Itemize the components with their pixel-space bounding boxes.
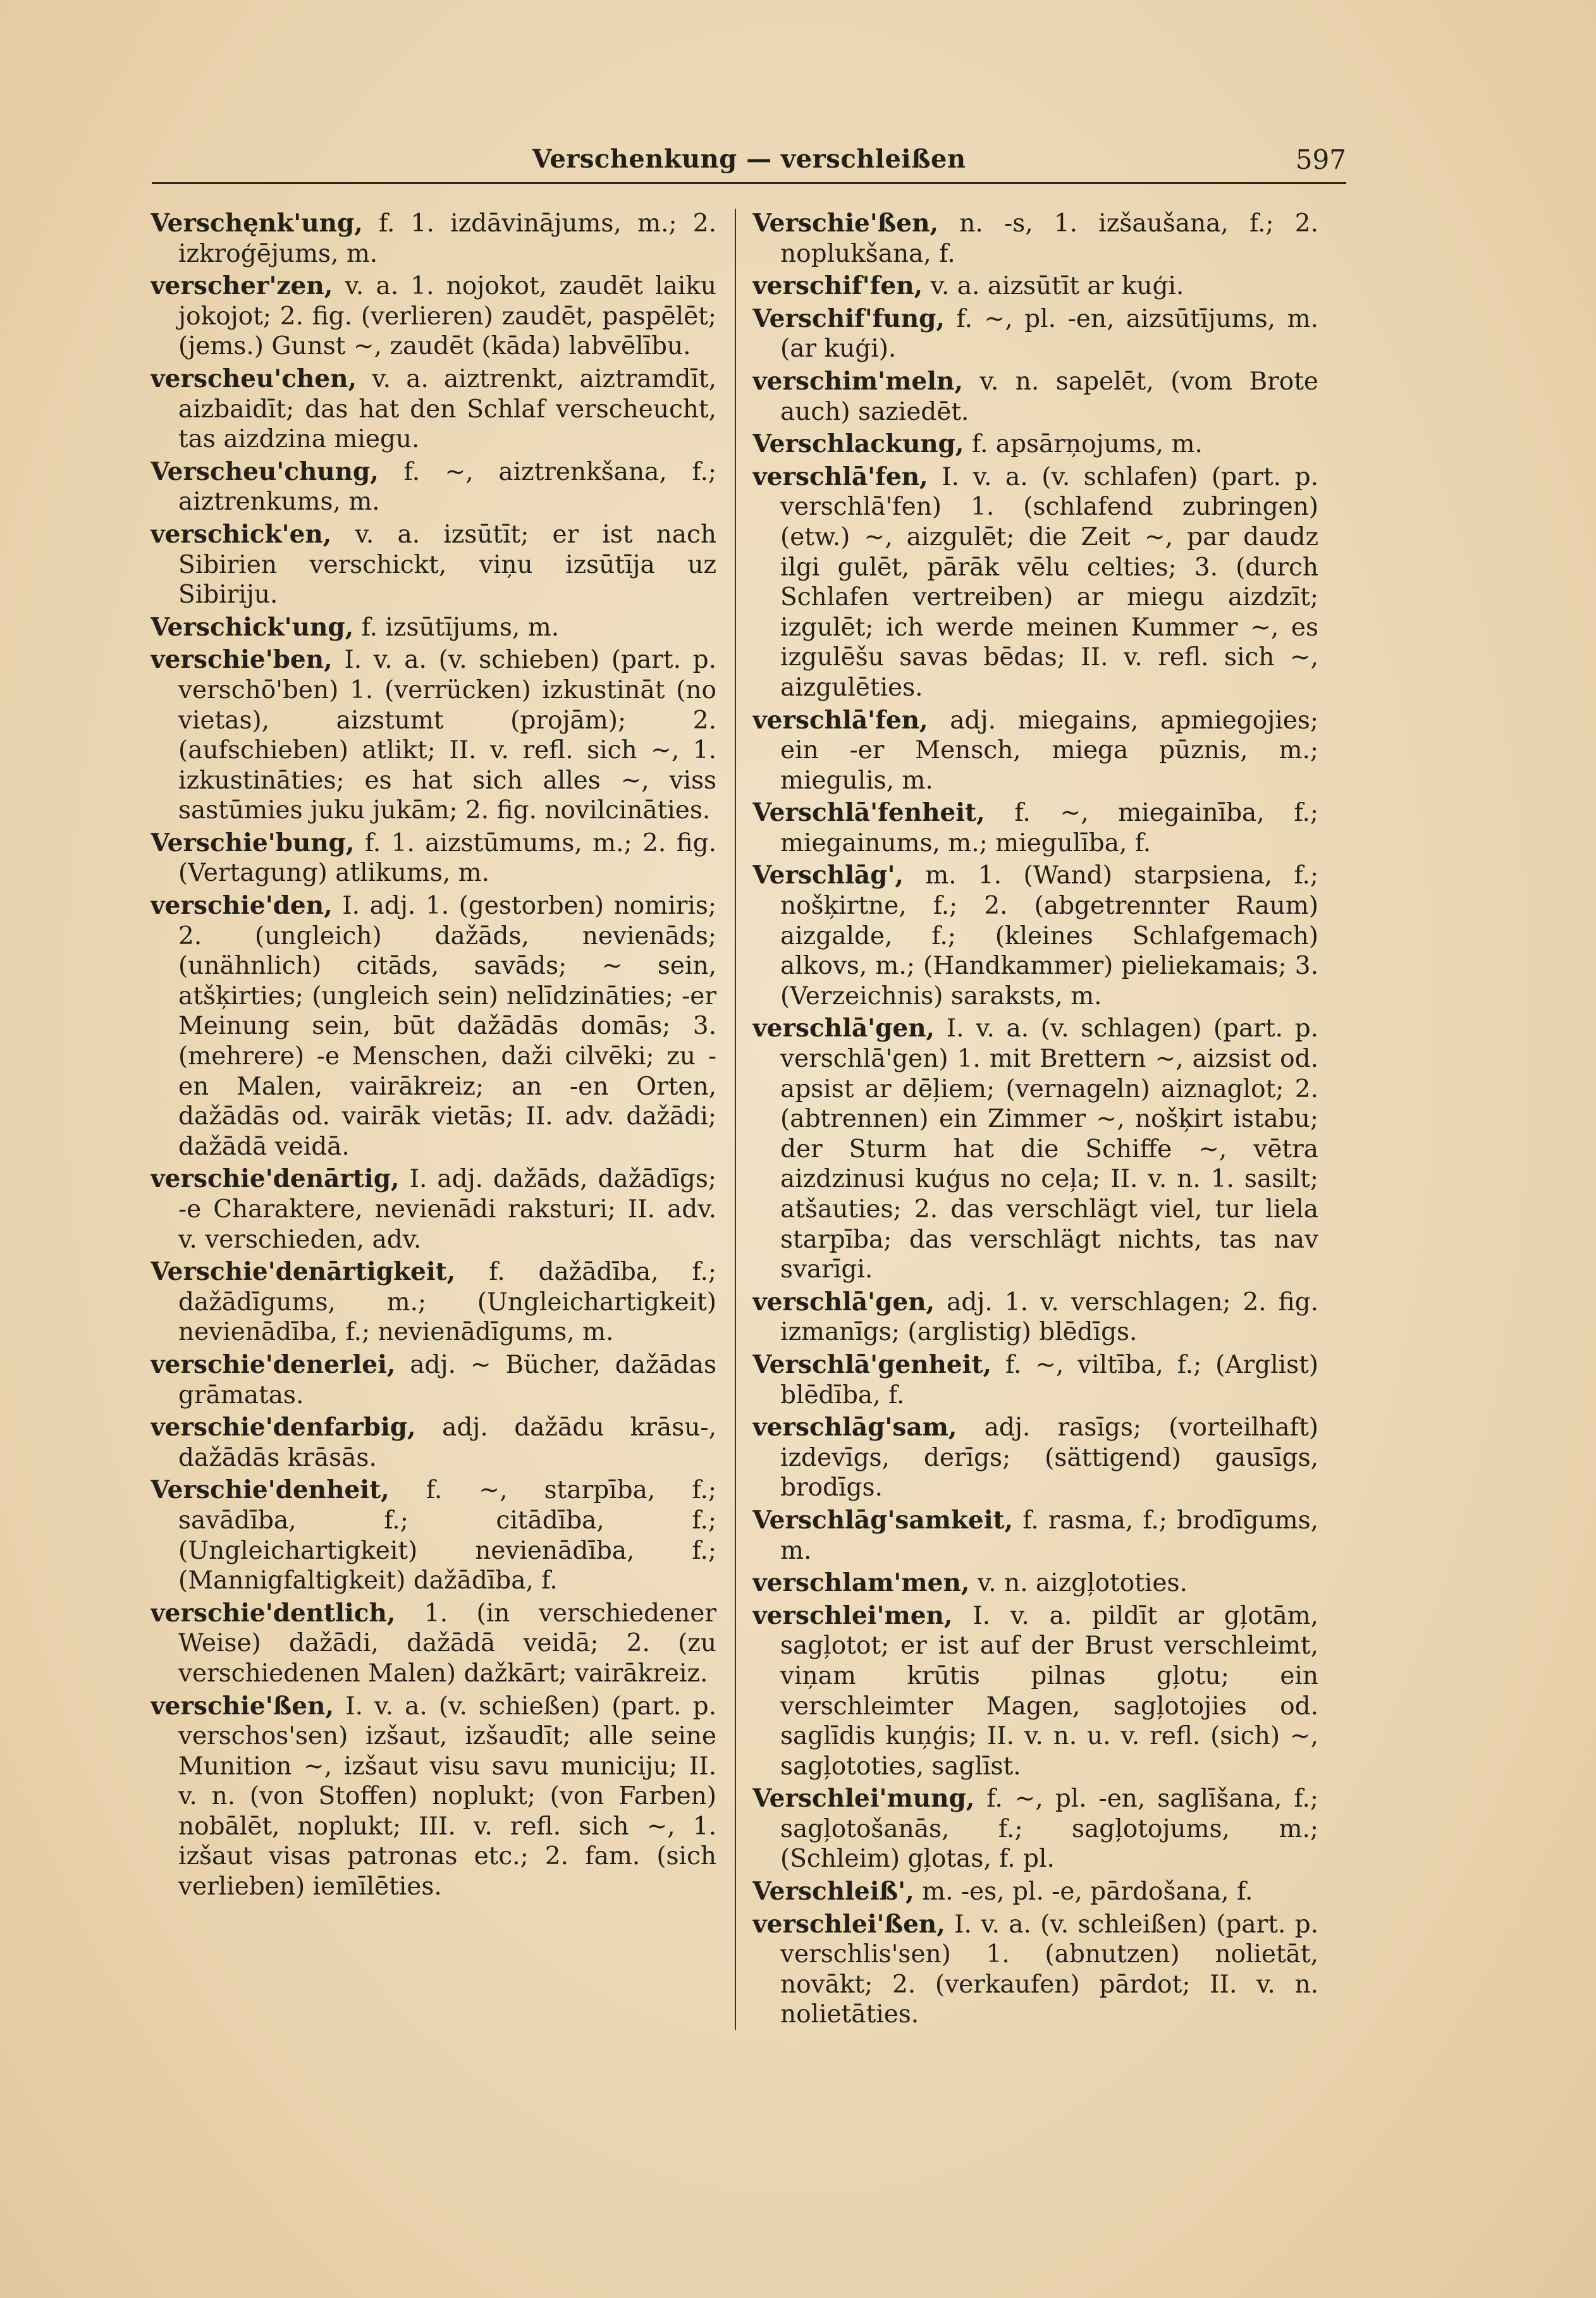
page-number: 597 (1295, 144, 1346, 175)
dictionary-entry (752, 798, 1318, 858)
entry-definition: f. dažādība, f.; dažādīgums, m.; (Ungleichartigkeit) nevienādība, f.; nevienādīgums, m. (178, 1258, 716, 1347)
entry-headword: verschlā'fen, (752, 705, 928, 735)
entry-definition: m. -es, pl. -e, pārdošana, f. (914, 1877, 1253, 1907)
entry-headword: Verscheu'chung, (150, 457, 379, 486)
entry-definition: v. a. izsūtīt; er ist nach Sibirien verschickt, viņu izsūtīja uz Sibiriju. (178, 520, 716, 610)
entry-definition: adj. ~ Bücher, dažādas grāmatas. (178, 1350, 716, 1410)
dictionary-entry (752, 1568, 1318, 1599)
entry-headword: Verschlackung, (752, 429, 964, 459)
entry-definition: adj. miegains, apmiegojies; ein -er Mensch, miega pūznis, m.; miegulis, m. (780, 706, 1318, 795)
entry-headword: verscher'zen, (150, 271, 333, 301)
page-header (152, 144, 1346, 184)
entry-headword: verschlei'men, (752, 1601, 953, 1630)
dictionary-entry (752, 1877, 1318, 1907)
dictionary-entry (150, 520, 716, 610)
entry-columns (150, 209, 1346, 2074)
entry-definition: I. adj. dažāds, dažādīgs; -e Charaktere, nevienādi raksturi; II. adv. v. verschieden, adv. (178, 1165, 716, 1254)
entry-definition: v. n. aizgļototies. (969, 1569, 1188, 1598)
dictionary-entry (150, 364, 716, 455)
entry-headword: verschie'den, (150, 891, 333, 921)
dictionary-entry (752, 1910, 1318, 2030)
dictionary-entry (752, 429, 1318, 460)
dictionary-entry (752, 1014, 1318, 1284)
entry-headword: verschie'denārtig, (150, 1164, 400, 1194)
dictionary-entry (150, 1475, 716, 1595)
entry-definition: I. adj. 1. (gestorben) nomiris; 2. (ungleich) dažāds, nevienāds; (unähnlich) citāds, savāds; ~ sein, atšķirties; (ungleich sein) nelīdzināties; -er Meinung sein, būt dažādās domās; 3. (mehrere) -e Menschen, daži cilvēki; zu -en Malen, vairākreiz; an -en Orten, dažādās od. vairāk vietās; II. adv. dažādi; dažādā veidā. (178, 892, 716, 1161)
entry-headword: verschlā'gen, (752, 1287, 935, 1317)
entry-definition: f. izsūtījums, m. (353, 613, 560, 642)
dictionary-entry (752, 271, 1318, 302)
entry-headword: verscheu'chen, (150, 364, 357, 393)
entry-headword: verschlei'ßen, (752, 1909, 945, 1939)
entry-definition: I. v. a. pildīt ar gļotām, sagļotot; er ist auf der Brust verschleimt, viņam krūtis pilnas gļotu; ein verschleimter Magen, sagļotojies od. saglīdis kuņģis; II. v. n. u. v. refl. (sich) ~, sagļototies, saglīst. (780, 1601, 1318, 1781)
entry-headword: Verschęnk'ung, (150, 209, 363, 238)
entry-definition: I. v. a. (v. schlagen) (part. p. verschlā'gen) 1. mit Brettern ~, aizsist od. apsist ar dēļiem; (vernageln) aiznaglot; 2. (abtrennen) ein Zimmer ~, nošķirt istabu; der Sturm hat die Schiffe ~, vētra aizdzinusi kuģus no ceļa; II. v. n. 1. sasilt; atšauties; 2. das verschlägt viel, tur liela starpība; das verschlägt nichts, tas nav svarīgi. (780, 1014, 1318, 1284)
entry-definition: adj. rasīgs; (vorteilhaft) izdevīgs, derīgs; (sättigend) gausīgs, brodīgs. (780, 1413, 1318, 1502)
entry-definition: n. -s, 1. izšaušana, f.; 2. noplukšana, f. (780, 209, 1318, 268)
dictionary-entry (150, 1692, 716, 1902)
dictionary-entry (150, 891, 716, 1162)
entry-headword: verschlā'fen, (752, 462, 928, 491)
dictionary-entry (752, 1413, 1318, 1503)
dictionary-entry (150, 1350, 716, 1410)
entry-definition: f. ~, aiztrenkšana, f.; aiztrenkums, m. (178, 457, 716, 517)
entry-definition: I. v. a. (v. schießen) (part. p. verschos'sen) izšaut, izšaudīt; alle seine Munition ~, izšaut visu savu municiju; II. v. n. (von Stoffen) noplukt; (von Farben) nobālēt, noplukt; III. v. refl. sich ~, 1. izšaut visas patronas etc.; 2. fam. (sich verlieben) iemīlēties. (178, 1692, 716, 1902)
right-column (752, 209, 1318, 2074)
entry-definition: f. rasma, f.; brodīgums, m. (780, 1506, 1318, 1565)
entry-definition: adj. 1. v. verschlagen; 2. fig. izmanīgs; (arglistig) blēdīgs. (780, 1287, 1318, 1347)
entry-headword: Verschleiß', (752, 1877, 914, 1907)
entry-headword: verschick'en, (150, 519, 332, 549)
entry-headword: verschif'fen, (752, 271, 923, 301)
dictionary-entry (752, 1287, 1318, 1348)
entry-definition: f. ~, pl. -en, aizsūtījums, m. (ar kuģi). (780, 304, 1318, 364)
dictionary-entry (150, 1413, 716, 1473)
dictionary-entry (752, 367, 1318, 427)
entry-definition: v. a. 1. nojokot, zaudēt laiku jokojot; 2. fig. (verlieren) zaudēt, paspēlēt; (jems.) Gunst ~, zaudēt (kāda) labvēlību. (178, 272, 716, 361)
entry-headword: Verschlā'genheit, (752, 1349, 992, 1379)
entry-headword: verschie'denerlei, (150, 1349, 396, 1379)
entry-definition: I. v. a. (v. schieben) (part. p. verschō'ben) 1. (verrücken) izkustināt (no vietas), aizstumt (projām); 2. (aufschieben) atlikt; II. v. refl. sich ~, 1. izkustināties; es hat sich alles ~, viss sastūmies juku jukām; 2. fig. novilcināties. (178, 646, 716, 825)
entry-definition: v. a. aizsūtīt ar kuģi. (923, 272, 1184, 301)
dictionary-entry (150, 209, 716, 269)
dictionary-entry (752, 1350, 1318, 1410)
dictionary-entry (150, 1164, 716, 1255)
entry-headword: Verschie'bung, (150, 828, 355, 857)
dictionary-entry (150, 1599, 716, 1689)
entry-headword: verschlā'gen, (752, 1014, 935, 1043)
entry-definition: adj. dažādu krāsu-, dažādās krāsās. (178, 1413, 716, 1472)
dictionary-entry (752, 861, 1318, 1011)
dictionary-entry (752, 1601, 1318, 1782)
entry-headword: verschie'dentlich, (150, 1598, 396, 1628)
dictionary-entry (752, 304, 1318, 364)
entry-headword: Verschlāg', (752, 861, 904, 890)
entry-headword: Verschick'ung, (150, 612, 354, 642)
entry-definition: f. 1. aizstūmums, m.; 2. fig. (Vertagung) atlikums, m. (178, 828, 716, 888)
column-divider (735, 209, 736, 2030)
entry-definition: f. ~, viltība, f.; (Arglist) blēdība, f. (780, 1350, 1318, 1410)
entry-definition: f. 1. izdāvinājums, m.; 2. izkroģējums, m. (178, 209, 716, 268)
dictionary-entry (752, 706, 1318, 796)
entry-definition: f. ~, starpība, f.; savādība, f.; citādība, f.; (Ungleichartigkeit) nevienādība, f.; (Mannigfaltigkeit) dažādība, f. (178, 1476, 716, 1595)
entry-headword: verschie'ßen, (150, 1691, 335, 1721)
entry-headword: Verschie'ßen, (752, 209, 939, 238)
entry-headword: Verschlā'fenheit, (752, 798, 985, 828)
entry-headword: verschim'meln, (752, 366, 963, 396)
entry-definition: v. n. sapelēt, (vom Brote auch) saziedēt. (780, 367, 1318, 426)
entry-definition: I. v. a. (v. schlafen) (part. p. verschlā'fen) 1. (schlafend zubringen) (etw.) ~, aizgulēt; die Zeit ~, par daudz ilgi gulēt, pārāk vēlu celties; 3. (durch Schlafen vertreiben) ar miegu aizdzīt; izgulēt; ich werde meinen Kummer ~, es izgulēšu savas bēdas; II. v. refl. sich ~, aizgulēties. (780, 462, 1318, 702)
entry-headword: Verschlei'mung, (752, 1784, 975, 1814)
entry-headword: Verschlāg'samkeit, (752, 1505, 1014, 1535)
running-head: Verschenkung — verschleißen (532, 144, 966, 174)
entry-headword: verschlāg'sam, (752, 1413, 957, 1442)
dictionary-entry (150, 1257, 716, 1348)
left-column (150, 209, 716, 2074)
dictionary-entry (150, 645, 716, 826)
entry-headword: verschie'denfarbig, (150, 1413, 416, 1442)
entry-headword: Verschie'denheit, (150, 1475, 390, 1505)
dictionary-entry (150, 613, 716, 643)
entry-headword: Verschie'denārtigkeit, (150, 1257, 456, 1287)
entry-definition: I. v. a. (v. schleißen) (part. p. verschlis'sen) 1. (abnutzen) nolietāt, novākt; 2. (verkaufen) pārdot; II. v. n. nolietāties. (780, 1910, 1318, 2029)
dictionary-entry (150, 271, 716, 362)
dictionary-entry (752, 209, 1318, 269)
dictionary-entry (752, 1506, 1318, 1566)
entry-definition: 1. (in verschiedener Weise) dažādi, dažādā veidā; 2. (zu verschiedenen Malen) dažkārt; vairākreiz. (178, 1599, 716, 1688)
entry-headword: Verschif'fung, (752, 304, 945, 333)
dictionary-entry (150, 828, 716, 888)
entry-definition: m. 1. (Wand) starpsiena, f.; nošķirtne, f.; 2. (abgetrennter Raum) aizgalde, f.; (kleines Schlafgemach) alkovs, m.; (Handkammer) pieliekamais; 3. (Verzeichnis) saraksts, m. (780, 861, 1318, 1011)
dictionary-entry (150, 457, 716, 517)
entry-definition: v. a. aiztrenkt, aiztramdīt, aizbaidīt; das hat den Schlaf verscheucht, tas aizdzina miegu. (178, 364, 716, 454)
entry-definition: f. apsārņojums, m. (964, 430, 1203, 459)
entry-definition: f. ~, pl. -en, saglīšana, f.; sagļotošanās, f.; sagļotojums, m.; (Schleim) gļotas, f. pl. (780, 1785, 1318, 1874)
entry-headword: verschie'ben, (150, 645, 333, 675)
entry-definition: f. ~, miegainība, f.; miegainums, m.; miegulība, f. (780, 799, 1318, 857)
dictionary-entry (752, 462, 1318, 703)
entry-headword: verschlam'men, (752, 1568, 970, 1598)
dictionary-entry (752, 1784, 1318, 1874)
